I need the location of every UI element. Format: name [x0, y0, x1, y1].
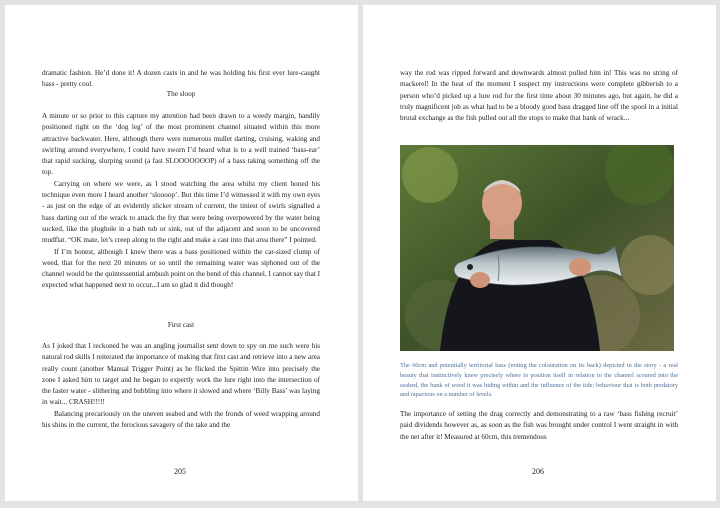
paragraph: Balancing precariously on the uneven seabed and with the fronds of weed wrapping around his shins in the current, the ferocious savagery of the take and the	[42, 409, 320, 430]
photo-caption: The 60cm and potentially territorial bass (noting the colouration on its back) depicted in the story - a real beauty that instinctively knew precisely where to position itself in relation to the channel scoured into the seabed, the bank of weed it was hiding within and the influence of the tide: behaviour that is both predatory and rapacious on a number of levels.	[400, 362, 678, 399]
paragraph: If I’m honest, although I knew there was a bass positioned within the car-sized clump of weed, that for the next 20 minutes or so until the remaining water was siphoned out of the channel would be the quintessential ambush point on the bend of this channel, I cannot say that I expected what happened next to occur...I am so glad it did though!	[42, 247, 320, 290]
right-page	[363, 5, 716, 501]
heading-first-cast: First cast	[167, 321, 195, 329]
paragraph: Carrying on where we were, as I stood watching the area whilst my client honed his technique even more I heard another ‘sloooop’. But this time I’d witnessed it with my own eyes - as just on the edge of an evidently slicker stream of current, the tiniest of swirls signalled a bass darting out of the wrack to attack the fry that were being overpowered by the water being sucked, like the plughole in a bath tub or sink, out of the adjacent and soon to be uncovered mudflat. “OK mate, let’s creep along to the right and make a cast into that area there” I pointed.	[42, 179, 320, 245]
angler-holding-bass-photo	[400, 145, 674, 351]
paragraph: A minute or so prior to this capture my attention had been drawn to a weedy margin, handily positioned right on the ‘dog leg’ of the most prominent channel situated within this more attractive backwater. Here, although there were numerous mullet darting, cruising, waking and swirling around everywhere, I could have sworn I’d heard what is to a well trained ‘bass-ear’ that rapid sucking, slurping sound (a fast SLOOOOOOOP) of a bass taking something off the top.	[42, 112, 320, 177]
opening-paragraph: dramatic fashion. He’d done it! A dozen casts in and he was holding his first ever lure-caught bass - pretty cool.	[42, 69, 320, 89]
page-number: 206	[532, 467, 544, 476]
section-first-cast	[42, 341, 320, 431]
left-page	[5, 5, 358, 501]
section-sloop	[42, 111, 320, 292]
paragraph: As I joked that I reckoned he was an angling journalist sent down to spy on me such were his natural rod skills I reiterated the importance of making that first cast and retrieve into a new area really count (another Manual Trigger Point) as he flicked the Spittin Wire into precisely the zone I asked him to target and he began to expertly work the lure right into the intersection of the faster water - slithering and bubbling into where it slowed and where ‘Billy Bass’ was laying in wait... CRASH!!!!!	[42, 342, 320, 407]
page-number: 205	[174, 467, 186, 476]
opening-paragraph: way the rod was ripped forward and downwards almost pulled him in! This was no string of mackerel! In the heat of the moment I suspect my instructions were complete gibberish to a person who’d picked up a lure rod for the first time about 30 minutes ago, but again, he did a truly magnificent job as what had to be a bloody good bass dragged line off the spool in a initial brutal exchange as the fish pulled out all the stops to make that bank of wrack...	[400, 69, 678, 123]
closing-paragraph: The importance of setting the drag correctly and demonstrating to a raw ‘bass fishing recruit’ paid dividends however as, as soon as the fish was brought under control I went straight in with the net after it! Measured at 60cm, this tremendous	[400, 410, 678, 441]
heading-the-sloop: The sloop	[166, 90, 196, 98]
